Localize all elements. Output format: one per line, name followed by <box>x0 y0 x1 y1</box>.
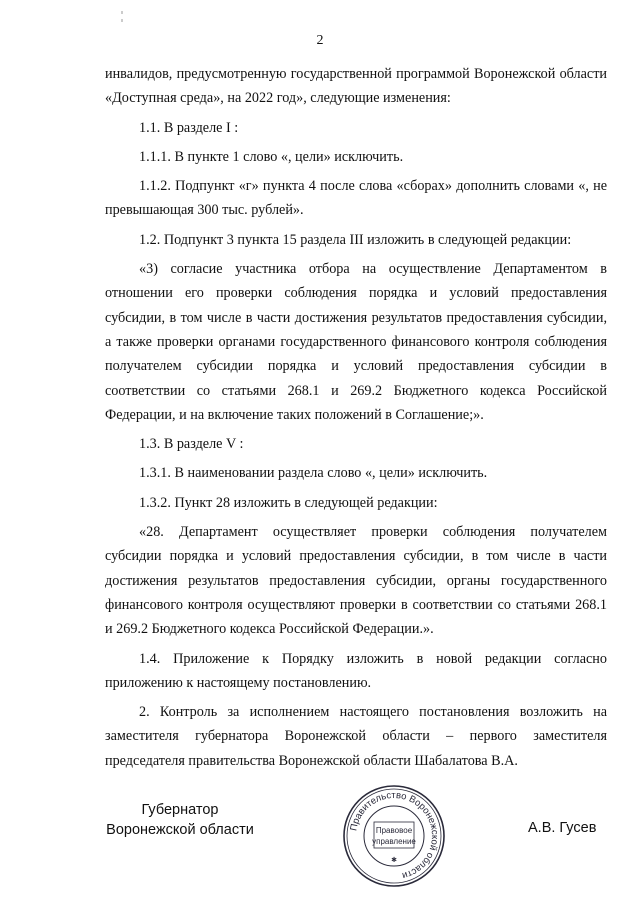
paragraph: инвалидов, предусмотренную государственной программой Воронежской области «Доступная среда», на 2022 год», следующие изменения: <box>105 66 607 107</box>
stamp-center-line-1: Правовое <box>375 826 413 835</box>
position-line-1: Губернатор <box>141 802 219 818</box>
paragraph: 1.1. В разделе I : <box>139 119 239 136</box>
official-stamp <box>340 782 448 890</box>
document-body <box>105 62 607 778</box>
stamp-ring-text: Правительство Воронежской области <box>348 789 441 882</box>
signatory-position <box>100 800 260 840</box>
paragraph: 1.2. Подпункт 3 пункта 15 раздела III изложить в следующей редакции: <box>139 231 572 248</box>
scan-mark <box>120 10 124 22</box>
paragraph: 1.1.1. В пункте 1 слово «, цели» исключить. <box>139 148 404 165</box>
svg-text:Правительство Воронежской обла <box>348 790 440 881</box>
paragraph: 1.4. Приложение к Порядку изложить в новой редакции согласно приложению к настоящему постановлению. <box>105 650 607 691</box>
paragraph: «28. Департамент осуществляет проверки соблюдения получателем субсидии порядка и условий предоставления субсидии, в том числе в части достижения результатов предоставления субсидии, органы государственного финансового контроля осуществляют проверки в соответствии со статьями 268.1 и 269.2 Бюджетного кодекса Российской Федерации.». <box>105 524 607 638</box>
page-number: 2 <box>316 33 324 48</box>
paragraph: 1.1.2. Подпункт «г» пункта 4 после слова «сборах» дополнить словами «, не превышающая 300 тыс. рублей». <box>105 178 607 219</box>
position-line-2: Воронежской области <box>106 822 254 838</box>
paragraph: 1.3. В разделе V : <box>139 436 244 453</box>
signatory-name: А.В. Гусев <box>528 820 597 836</box>
paragraph: 2. Контроль за исполнением настоящего постановления возложить на заместителя губернатора Воронежской области – первого заместителя председателя правительства Воронежской области Шабалатова В.А. <box>105 704 607 769</box>
stamp-center-line-2: управление <box>372 837 416 846</box>
paragraph: 1.3.1. В наименовании раздела слово «, цели» исключить. <box>139 465 488 482</box>
paragraph: «3) согласие участника отбора на осуществление Департаментом в отношении его проверки соблюдения порядка и условий предоставления субсидии, в том числе в части достижения результатов предоставления субсидии, а также проверки органами государственного финансового контроля соблюдения получателем субсидии порядка и условий предоставления субсидии в соответствии со статьями 268.1 и 269.2 Бюджетного кодекса Российской Федерации, и на включение таких положений в Соглашение;». <box>105 261 607 423</box>
stamp-star-icon: ✱ <box>391 856 397 864</box>
paragraph: 1.3.2. Пункт 28 изложить в следующей редакции: <box>139 494 438 511</box>
